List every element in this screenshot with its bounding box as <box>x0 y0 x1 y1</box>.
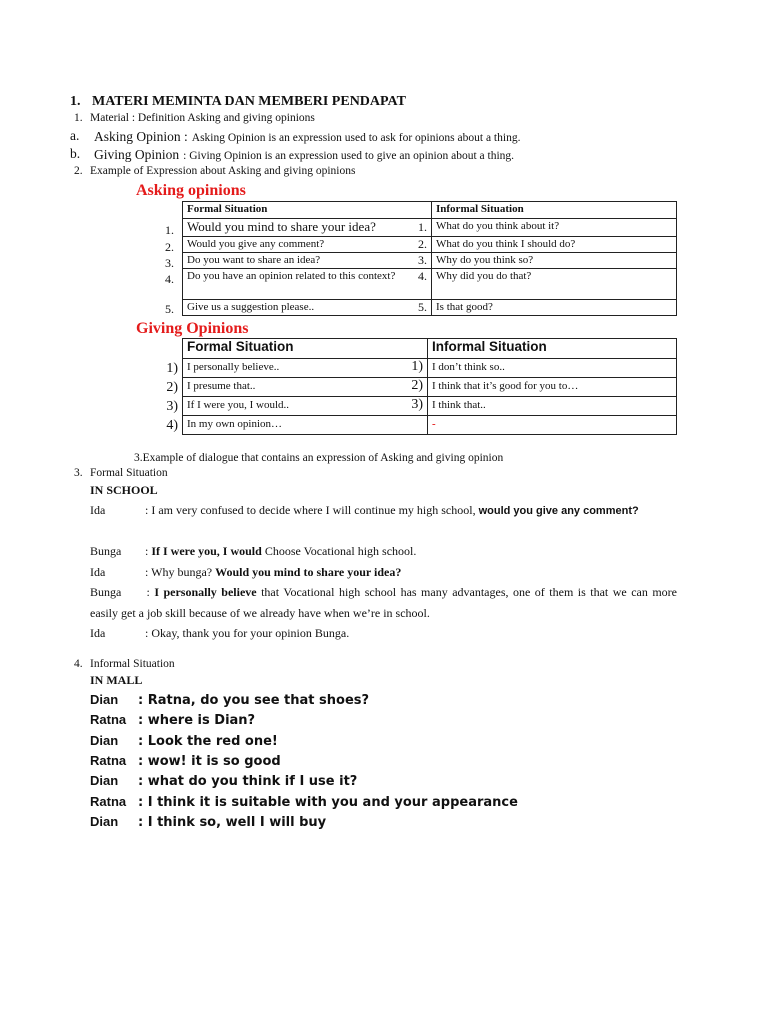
heading-number: 1. <box>70 94 81 109</box>
giving-formal-num: 2) <box>166 380 178 395</box>
asking-formal-cell: Do you want to share an idea? 3. <box>183 253 432 269</box>
dialogue-text: : <box>145 544 149 558</box>
dialogue-bold: Would you mind to share your idea? <box>215 565 402 579</box>
formal-dialogue-line <box>90 500 677 522</box>
speaker: Dian <box>90 692 119 707</box>
formal-section-number: 3. <box>74 467 83 479</box>
speaker: Ratna <box>90 753 127 768</box>
informal-dialogue-line <box>90 794 518 810</box>
informal-dialogue-line <box>90 753 281 769</box>
giving-formal-numbers <box>140 359 178 435</box>
dialogue-intro: 3.Example of dialogue that contains an expression of Asking and giving opinion <box>134 452 504 464</box>
dialogue-text: : Why bunga? <box>145 565 213 579</box>
def-a-text: Asking Opinion is an expression used to ask for opinions about a thing. <box>191 132 521 144</box>
informal-dialogue-line <box>90 712 255 728</box>
def-b-letter: b. <box>70 146 81 161</box>
formal-place: IN SCHOOL <box>90 483 158 497</box>
giving-formal-num: 1) <box>166 361 178 376</box>
dialogue-bold: would you give any comment? <box>478 505 639 517</box>
table-row <box>183 219 677 237</box>
material-number: 1. <box>74 112 83 124</box>
asking-header-informal: Informal Situation <box>432 202 677 219</box>
dialogue-text: : wow! it is so good <box>138 754 281 769</box>
asking-formal-num: 4. <box>165 272 174 286</box>
informal-dialogue-line <box>90 814 326 830</box>
example-line: Example of Expression about Asking and giving opinions <box>90 165 356 177</box>
asking-informal-cell: Why did you do that? <box>432 269 677 300</box>
dialogue-text: : I am very confused to decide where I will continue my high school, <box>145 503 476 517</box>
asking-formal-num: 2. <box>165 240 174 254</box>
asking-title: Asking opinions <box>136 182 246 199</box>
dialogue-bold: I personally believe <box>154 585 257 599</box>
giving-header-informal: Informal Situation <box>428 339 677 359</box>
asking-formal-num: 3. <box>165 256 174 270</box>
giving-formal-cell: If I were you, I would.. 3) <box>183 397 428 416</box>
table-row <box>183 416 677 435</box>
formal-dialogue-line <box>90 582 677 624</box>
giving-formal-cell: I personally believe.. 1) <box>183 359 428 378</box>
dialogue-bold: If I were you, I would <box>151 544 262 558</box>
asking-formal-cell: Do you have an opinion related to this context? 4. <box>183 269 432 300</box>
dialogue-text: : <box>146 585 150 599</box>
informal-place: IN MALL <box>90 673 143 687</box>
giving-formal-num: 3) <box>166 399 178 414</box>
speaker: Bunga <box>90 544 122 558</box>
dialogue-text: : where is Dian? <box>138 713 256 728</box>
giving-header-formal: Formal Situation <box>183 339 428 359</box>
informal-dialogue-line <box>90 733 278 749</box>
table-row <box>183 397 677 416</box>
informal-section-number: 4. <box>74 658 83 670</box>
giving-formal-num: 4) <box>166 418 178 433</box>
def-a-term: Asking Opinion : <box>94 129 188 144</box>
dialogue-text: Choose Vocational high school. <box>264 544 417 558</box>
def-a-line <box>94 128 520 146</box>
giving-informal-cell: I think that.. <box>428 397 677 416</box>
speaker: Ida <box>90 565 106 579</box>
def-b-text: : Giving Opinion is an expression used to give an opinion about a thing. <box>183 150 515 162</box>
table-row <box>183 378 677 397</box>
formal-section-title: Formal Situation <box>90 467 168 479</box>
giving-formal-cell: In my own opinion… <box>183 416 428 435</box>
page-title: MATERI MEMINTA DAN MEMBERI PENDAPAT <box>92 94 406 109</box>
formal-dialogue-line <box>90 562 677 583</box>
giving-informal-cell: I don’t think so.. <box>428 359 677 378</box>
giving-formal-cell: I presume that.. 2) <box>183 378 428 397</box>
speaker: Bunga <box>90 585 122 599</box>
def-b-term: Giving Opinion <box>94 147 180 162</box>
def-b-line <box>94 146 514 164</box>
asking-informal-cell: What do you think I should do? <box>432 237 677 253</box>
example-number: 2. <box>74 165 83 177</box>
giving-informal-cell: - <box>428 416 677 435</box>
informal-section-title: Informal Situation <box>90 658 175 670</box>
table-row <box>183 253 677 269</box>
asking-header-formal: Formal Situation <box>183 202 432 219</box>
speaker: Ida <box>90 626 106 640</box>
asking-formal-cell: Would you give any comment? 2. <box>183 237 432 253</box>
formal-dialogue-line <box>90 541 677 562</box>
table-row <box>183 359 677 378</box>
table-row <box>183 269 677 300</box>
dialogue-text: : Okay, thank you for your opinion Bunga. <box>145 626 350 640</box>
informal-dialogue-line <box>90 692 369 708</box>
asking-formal-numbers <box>140 220 174 317</box>
material-line: Material : Definition Asking and giving opinions <box>90 112 315 124</box>
speaker: Dian <box>90 814 119 829</box>
asking-informal-cell: Is that good? <box>432 300 677 316</box>
speaker: Dian <box>90 733 119 748</box>
speaker: Ida <box>90 503 106 517</box>
formal-dialogue-line <box>90 623 677 644</box>
dialogue-text: : I think it is suitable with you and your appearance <box>138 795 518 810</box>
speaker: Dian <box>90 773 119 788</box>
dialogue-text: : what do you think if I use it? <box>138 774 358 789</box>
asking-formal-num: 5. <box>165 302 174 316</box>
informal-dialogue-line <box>90 773 357 789</box>
speaker: Ratna <box>90 712 127 727</box>
giving-informal-cell: I think that it’s good for you to… <box>428 378 677 397</box>
dialogue-text: : Look the red one! <box>138 734 278 749</box>
table-row <box>183 237 677 253</box>
asking-formal-cell: Would you mind to share your idea? 1. <box>183 219 432 237</box>
def-a-letter: a. <box>70 128 80 143</box>
asking-formal-num: 1. <box>165 223 174 237</box>
dialogue-text: : Ratna, do you see that shoes? <box>138 693 370 708</box>
giving-table <box>182 338 677 435</box>
asking-table <box>182 201 677 316</box>
asking-informal-cell: Why do you think so? <box>432 253 677 269</box>
dialogue-text: that Vocational high school has many advantages, one of them is that we can more easily get a job skill because of we already have when we’re in school. <box>90 585 677 620</box>
asking-formal-cell: Give us a suggestion please.. 5. <box>183 300 432 316</box>
dialogue-text: : I think so, well I will buy <box>138 815 327 830</box>
asking-informal-cell: What do you think about it? <box>432 219 677 237</box>
giving-title: Giving Opinions <box>136 320 249 337</box>
speaker: Ratna <box>90 794 127 809</box>
table-row <box>183 300 677 316</box>
